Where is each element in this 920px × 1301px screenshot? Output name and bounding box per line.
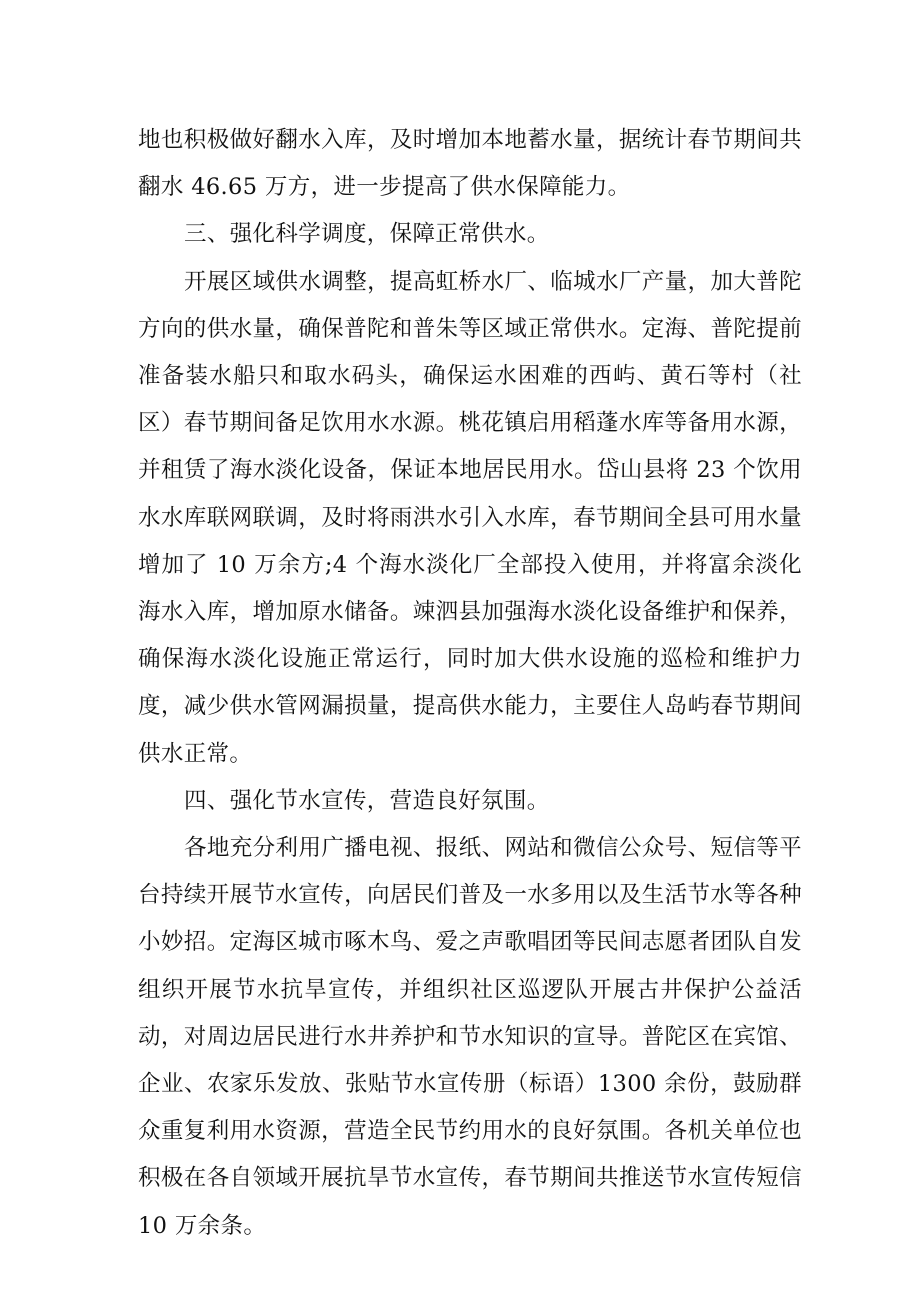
paragraph-continuation: 地也积极做好翻水入库，及时增加本地蓄水量，据统计春节期间共翻水 46.65 万方，进一步提高了供水保障能力。 — [138, 127, 802, 201]
paragraph-scheduling: 开展区域供水调整，提高虹桥水厂、临城水厂产量，加大普陀方向的供水量，确保普陀和普朱等区域正常供水。定海、普陀提前准备装水船只和取水码头，确保运水困难的西屿、黄石等村（社区）春节期间备足饮用水水源。桃花镇启用稻蓬水库等备用水源，并租赁了海水淡化设备，保证本地居民用水。岱山县将 23 个饮用水水库联网联调，及时将雨洪水引入水库，春节期间全县可用水量增加了 10 万余方;4 个海水淡化厂全部投入使用，并将富余淡化海水入库，增加原水储备。竦泗县加强海水淡化设备维护和保养，确保海水淡化设施正常运行，同时加大供水设施的巡检和维护力度，减少供水管网漏损量，提高供水能力，主要住人岛屿春节期间供水正常。 — [138, 268, 802, 767]
section-heading-4: 四、强化节水宣传，营造良好氛围。 — [184, 787, 550, 814]
paragraph-publicity: 各地充分利用广播电视、报纸、网站和微信公众号、短信等平台持续开展节水宣传，向居民们普及一水多用以及生活节水等各种小妙招。定海区城市啄木鸟、爱之声歌唱团等民间志愿者团队自发组织开展节水抗旱宣传，并组织社区巡逻队开展古井保护公益活动，对周边居民进行水井养护和节水知识的宣导。普陀区在宾馆、企业、农家乐发放、张贴节水宣传册（标语）1300 余份，鼓励群众重复利用水资源，营造全民节约用水的良好氛围。各机关单位也积极在各自领域开展抗旱节水宣传，春节期间共推送节水宣传短信 10 万余条。 — [138, 835, 802, 1239]
section-heading-3: 三、强化科学调度，保障正常供水。 — [184, 221, 550, 248]
document-body — [138, 117, 802, 1250]
